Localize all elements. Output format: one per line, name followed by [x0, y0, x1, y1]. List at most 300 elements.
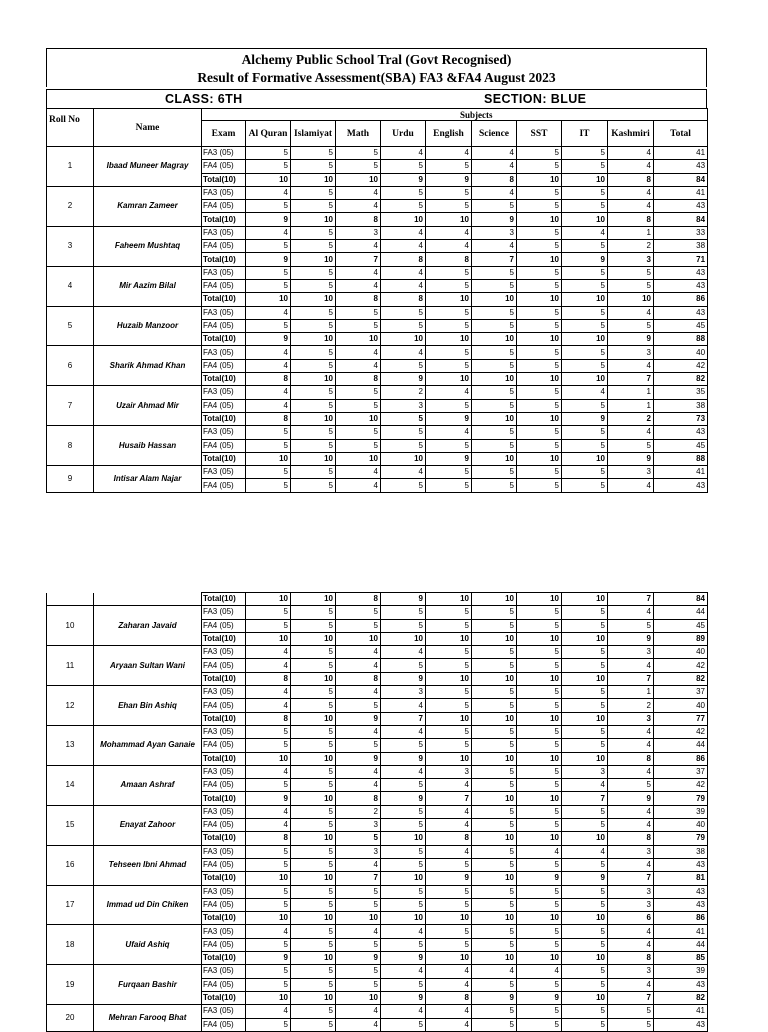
score-cell: 5 — [246, 426, 291, 439]
score-cell: 5 — [472, 439, 517, 452]
score-cell: 4 — [246, 346, 291, 359]
score-cell: 5 — [246, 965, 291, 978]
exam-label: FA4 (05) — [202, 439, 246, 452]
score-cell: 10 — [426, 293, 472, 306]
score-cell: 3 — [608, 646, 654, 659]
score-cell: 5 — [246, 725, 291, 738]
score-cell: 4 — [336, 765, 381, 778]
score-cell: 5 — [517, 479, 562, 492]
score-cell: 4 — [336, 646, 381, 659]
score-cell: 8 — [246, 373, 291, 386]
score-cell: 4 — [562, 386, 608, 399]
exam-label: FA4 (05) — [202, 819, 246, 832]
subjects-header: Subjects — [246, 109, 708, 121]
score-cell: 5 — [562, 858, 608, 871]
score-cell: 3 — [562, 765, 608, 778]
score-cell: 5 — [336, 898, 381, 911]
score-cell: 86 — [654, 752, 708, 765]
score-cell: 7 — [336, 253, 381, 266]
score-cell: 4 — [336, 279, 381, 292]
score-cell: 43 — [654, 426, 708, 439]
score-cell: 10 — [517, 672, 562, 685]
score-cell: 4 — [608, 200, 654, 213]
exam-label: Total(10) — [202, 373, 246, 386]
score-cell: 5 — [517, 1005, 562, 1018]
score-cell: 10 — [517, 373, 562, 386]
score-cell: 4 — [381, 147, 426, 160]
score-cell: 43 — [654, 885, 708, 898]
score-cell: 5 — [336, 319, 381, 332]
exam-label: FA3 (05) — [202, 1005, 246, 1018]
score-cell: 7 — [608, 872, 654, 885]
score-cell: 5 — [381, 439, 426, 452]
score-cell: 89 — [654, 632, 708, 645]
score-cell: 5 — [472, 646, 517, 659]
score-cell: 5 — [562, 200, 608, 213]
score-cell: 10 — [291, 412, 336, 425]
exam-label: Total(10) — [202, 912, 246, 925]
roll-number: 5 — [47, 306, 94, 346]
score-cell: 9 — [608, 333, 654, 346]
score-cell: 5 — [517, 898, 562, 911]
score-cell: 9 — [426, 452, 472, 465]
score-cell: 5 — [426, 479, 472, 492]
col-header-it: IT — [562, 121, 608, 147]
score-cell: 5 — [336, 832, 381, 845]
score-cell: 5 — [517, 819, 562, 832]
score-cell: 5 — [381, 319, 426, 332]
exam-label: Total(10) — [202, 173, 246, 186]
score-cell: 5 — [426, 279, 472, 292]
score-cell: 4 — [336, 186, 381, 199]
exam-label: FA4 (05) — [202, 699, 246, 712]
score-cell: 5 — [472, 845, 517, 858]
score-cell: 45 — [654, 439, 708, 452]
score-cell: 5 — [291, 606, 336, 619]
score-cell: 5 — [291, 659, 336, 672]
score-cell: 5 — [291, 346, 336, 359]
score-cell: 3 — [608, 965, 654, 978]
score-cell: 10 — [608, 293, 654, 306]
score-cell: 10 — [426, 952, 472, 965]
score-cell: 10 — [291, 632, 336, 645]
score-cell: 5 — [517, 186, 562, 199]
score-cell: 10 — [517, 173, 562, 186]
score-cell: 5 — [517, 686, 562, 699]
score-cell: 4 — [246, 646, 291, 659]
score-cell: 8 — [381, 253, 426, 266]
score-cell: 5 — [291, 845, 336, 858]
score-cell: 5 — [517, 160, 562, 173]
col-header-islamiyat: Islamiyat — [291, 121, 336, 147]
score-cell: 5 — [291, 898, 336, 911]
score-cell: 5 — [472, 319, 517, 332]
score-cell: 5 — [291, 266, 336, 279]
score-cell: 5 — [336, 399, 381, 412]
score-cell: 5 — [291, 819, 336, 832]
score-cell: 33 — [654, 226, 708, 239]
score-cell: 4 — [472, 240, 517, 253]
score-cell: 10 — [517, 832, 562, 845]
exam-label: Total(10) — [202, 253, 246, 266]
score-cell: 5 — [291, 739, 336, 752]
exam-label: FA4 (05) — [202, 619, 246, 632]
score-cell: 5 — [608, 619, 654, 632]
score-cell: 9 — [381, 991, 426, 1004]
score-cell: 38 — [654, 845, 708, 858]
score-cell: 79 — [654, 832, 708, 845]
score-cell: 5 — [426, 200, 472, 213]
score-cell: 4 — [608, 978, 654, 991]
score-cell: 88 — [654, 452, 708, 465]
score-cell: 5 — [291, 765, 336, 778]
score-cell: 10 — [472, 792, 517, 805]
roll-number: 16 — [47, 845, 94, 885]
score-cell: 10 — [291, 213, 336, 226]
score-cell: 3 — [608, 253, 654, 266]
score-cell: 5 — [517, 226, 562, 239]
student-name: Ehan Bin Ashiq — [94, 686, 202, 726]
score-cell: 10 — [336, 912, 381, 925]
score-cell: 4 — [608, 725, 654, 738]
score-cell: 8 — [381, 293, 426, 306]
exam-label: Total(10) — [202, 872, 246, 885]
student-name: Ibaad Muneer Magray — [94, 147, 202, 187]
col-header-science: Science — [472, 121, 517, 147]
exam-label: FA3 (05) — [202, 805, 246, 818]
score-cell: 8 — [608, 213, 654, 226]
results-table-continued — [46, 592, 708, 1032]
exam-label: FA4 (05) — [202, 200, 246, 213]
score-cell: 5 — [336, 439, 381, 452]
score-cell: 5 — [562, 725, 608, 738]
score-cell: 3 — [608, 346, 654, 359]
exam-label: FA3 (05) — [202, 226, 246, 239]
score-cell: 4 — [246, 686, 291, 699]
score-cell: 8 — [608, 952, 654, 965]
exam-label: FA3 (05) — [202, 885, 246, 898]
score-cell: 10 — [562, 712, 608, 725]
score-cell: 5 — [246, 779, 291, 792]
score-cell: 5 — [381, 779, 426, 792]
roll-number: 15 — [47, 805, 94, 845]
score-cell: 5 — [472, 606, 517, 619]
score-cell: 10 — [381, 632, 426, 645]
score-cell: 5 — [517, 646, 562, 659]
score-cell: 5 — [472, 306, 517, 319]
score-cell: 5 — [426, 725, 472, 738]
score-cell: 10 — [246, 452, 291, 465]
score-cell: 4 — [608, 858, 654, 871]
score-cell: 5 — [472, 346, 517, 359]
score-cell: 5 — [562, 938, 608, 951]
score-cell: 79 — [654, 792, 708, 805]
score-cell: 7 — [562, 792, 608, 805]
score-cell: 10 — [291, 912, 336, 925]
student-name: Ufaid Ashiq — [94, 925, 202, 965]
score-cell: 44 — [654, 938, 708, 951]
score-cell: 5 — [517, 399, 562, 412]
score-cell: 8 — [336, 213, 381, 226]
score-cell: 10 — [336, 412, 381, 425]
score-cell: 10 — [381, 452, 426, 465]
score-cell: 10 — [562, 632, 608, 645]
score-cell: 4 — [381, 925, 426, 938]
score-cell: 35 — [654, 386, 708, 399]
score-cell: 4 — [608, 186, 654, 199]
exam-label: FA4 (05) — [202, 319, 246, 332]
score-cell: 5 — [246, 898, 291, 911]
score-cell: 5 — [472, 898, 517, 911]
score-cell: 9 — [608, 792, 654, 805]
score-cell: 7 — [472, 253, 517, 266]
table-row — [47, 646, 708, 659]
score-cell: 5 — [562, 466, 608, 479]
score-cell: 4 — [472, 147, 517, 160]
score-cell: 10 — [562, 672, 608, 685]
score-cell: 5 — [426, 466, 472, 479]
score-cell: 84 — [654, 593, 708, 606]
score-cell: 5 — [381, 426, 426, 439]
student-name: Intisar Alam Najar — [94, 466, 202, 493]
score-cell: 8 — [246, 672, 291, 685]
score-cell: 10 — [246, 752, 291, 765]
score-cell: 4 — [426, 845, 472, 858]
score-cell: 9 — [608, 452, 654, 465]
score-cell: 10 — [291, 593, 336, 606]
score-cell: 5 — [517, 938, 562, 951]
col-header-math: Math — [336, 121, 381, 147]
score-cell: 10 — [472, 912, 517, 925]
score-cell: 10 — [246, 912, 291, 925]
score-cell: 10 — [517, 952, 562, 965]
score-cell: 5 — [336, 965, 381, 978]
exam-label: Total(10) — [202, 452, 246, 465]
score-cell: 5 — [246, 1018, 291, 1031]
score-cell: 5 — [291, 399, 336, 412]
student-name: Kamran Zameer — [94, 186, 202, 226]
roll-number: 8 — [47, 426, 94, 466]
col-header-kashmiri: Kashmiri — [608, 121, 654, 147]
score-cell: 2 — [336, 805, 381, 818]
score-cell: 5 — [562, 805, 608, 818]
score-cell: 5 — [562, 885, 608, 898]
score-cell: 5 — [517, 240, 562, 253]
score-cell: 4 — [517, 965, 562, 978]
score-cell: 9 — [472, 991, 517, 1004]
score-cell: 4 — [381, 466, 426, 479]
score-cell: 1 — [608, 399, 654, 412]
score-cell: 45 — [654, 319, 708, 332]
score-cell: 5 — [291, 186, 336, 199]
student-name: Husaib Hassan — [94, 426, 202, 466]
score-cell: 2 — [381, 386, 426, 399]
score-cell: 5 — [291, 646, 336, 659]
score-cell: 42 — [654, 779, 708, 792]
exam-label: FA4 (05) — [202, 359, 246, 372]
score-cell: 5 — [291, 925, 336, 938]
score-cell: 5 — [381, 978, 426, 991]
score-cell: 5 — [562, 266, 608, 279]
score-cell: 5 — [562, 306, 608, 319]
score-cell: 4 — [381, 1005, 426, 1018]
score-cell: 5 — [562, 1005, 608, 1018]
student-name: Amaan Ashraf — [94, 765, 202, 805]
score-cell: 9 — [381, 373, 426, 386]
score-cell: 6 — [608, 912, 654, 925]
score-cell: 10 — [472, 952, 517, 965]
table-row — [47, 226, 708, 239]
score-cell: 82 — [654, 373, 708, 386]
table-row — [47, 306, 708, 319]
col-header-english: English — [426, 121, 472, 147]
score-cell: 8 — [608, 173, 654, 186]
score-cell: 5 — [291, 965, 336, 978]
exam-label: Total(10) — [202, 632, 246, 645]
score-cell: 5 — [246, 160, 291, 173]
score-cell: 9 — [517, 991, 562, 1004]
roll-number: 3 — [47, 226, 94, 266]
score-cell: 42 — [654, 659, 708, 672]
score-cell: 10 — [472, 752, 517, 765]
exam-label: FA4 (05) — [202, 978, 246, 991]
score-cell: 4 — [336, 240, 381, 253]
score-cell: 5 — [608, 779, 654, 792]
score-cell: 4 — [381, 699, 426, 712]
exam-label: FA3 (05) — [202, 646, 246, 659]
score-cell: 4 — [562, 226, 608, 239]
score-cell: 10 — [291, 173, 336, 186]
score-cell: 3 — [608, 898, 654, 911]
exam-label: FA3 (05) — [202, 466, 246, 479]
score-cell: 4 — [472, 186, 517, 199]
score-cell: 5 — [426, 346, 472, 359]
roll-number: 1 — [47, 147, 94, 187]
col-header-total: Total — [654, 121, 708, 147]
score-cell: 10 — [246, 293, 291, 306]
score-cell: 3 — [426, 765, 472, 778]
score-cell: 5 — [291, 938, 336, 951]
score-cell: 84 — [654, 213, 708, 226]
score-cell: 10 — [517, 333, 562, 346]
roll-number: 2 — [47, 186, 94, 226]
score-cell: 42 — [654, 359, 708, 372]
score-cell: 3 — [381, 399, 426, 412]
score-cell: 10 — [517, 253, 562, 266]
exam-label: FA3 (05) — [202, 725, 246, 738]
score-cell: 9 — [381, 593, 426, 606]
score-cell: 10 — [562, 991, 608, 1004]
score-cell: 4 — [426, 1018, 472, 1031]
score-cell: 9 — [381, 952, 426, 965]
score-cell: 10 — [426, 712, 472, 725]
table-row — [47, 686, 708, 699]
score-cell: 10 — [291, 293, 336, 306]
score-cell: 10 — [336, 632, 381, 645]
score-cell: 4 — [336, 479, 381, 492]
score-cell: 5 — [336, 978, 381, 991]
score-cell: 5 — [472, 426, 517, 439]
score-cell: 44 — [654, 606, 708, 619]
student-name: Uzair Ahmad Mir — [94, 386, 202, 426]
score-cell: 5 — [291, 439, 336, 452]
score-cell: 4 — [246, 399, 291, 412]
score-cell: 4 — [426, 240, 472, 253]
score-cell: 8 — [336, 593, 381, 606]
score-cell: 10 — [517, 452, 562, 465]
sheet-header — [46, 48, 707, 87]
score-cell: 43 — [654, 200, 708, 213]
score-cell: 5 — [517, 885, 562, 898]
score-cell: 86 — [654, 293, 708, 306]
score-cell: 5 — [517, 619, 562, 632]
score-cell: 8 — [246, 412, 291, 425]
subjects-spacer — [202, 109, 246, 121]
score-cell: 10 — [291, 832, 336, 845]
score-cell: 5 — [426, 266, 472, 279]
score-cell: 9 — [246, 253, 291, 266]
score-cell: 4 — [246, 186, 291, 199]
score-cell: 73 — [654, 412, 708, 425]
score-cell: 10 — [336, 452, 381, 465]
score-cell: 1 — [608, 686, 654, 699]
score-cell: 7 — [336, 872, 381, 885]
roll-no-header: Roll No — [47, 109, 94, 147]
score-cell: 3 — [472, 226, 517, 239]
score-cell: 5 — [246, 200, 291, 213]
score-cell: 5 — [336, 426, 381, 439]
roll-number: 12 — [47, 686, 94, 726]
score-cell: 4 — [336, 925, 381, 938]
score-cell: 10 — [291, 991, 336, 1004]
score-cell: 10 — [291, 872, 336, 885]
student-name: Enayat Zahoor — [94, 805, 202, 845]
score-cell: 5 — [426, 739, 472, 752]
score-cell: 5 — [472, 739, 517, 752]
score-cell: 9 — [246, 333, 291, 346]
score-cell: 4 — [426, 805, 472, 818]
student-name: Mehran Farooq Bhat — [94, 1005, 202, 1032]
score-cell: 8 — [246, 832, 291, 845]
score-cell: 5 — [336, 885, 381, 898]
score-cell: 9 — [562, 412, 608, 425]
score-cell: 5 — [562, 439, 608, 452]
score-cell: 10 — [517, 792, 562, 805]
score-cell: 8 — [426, 832, 472, 845]
score-cell: 4 — [608, 160, 654, 173]
score-cell: 81 — [654, 872, 708, 885]
score-cell: 5 — [562, 240, 608, 253]
score-cell: 4 — [608, 805, 654, 818]
score-cell: 5 — [562, 978, 608, 991]
score-cell: 5 — [608, 1005, 654, 1018]
score-cell: 5 — [246, 978, 291, 991]
student-name: Sharik Ahmad Khan — [94, 346, 202, 386]
exam-label: FA4 (05) — [202, 399, 246, 412]
score-cell: 5 — [562, 399, 608, 412]
score-cell: 4 — [562, 779, 608, 792]
score-cell: 4 — [336, 1005, 381, 1018]
score-cell: 5 — [562, 606, 608, 619]
score-cell: 5 — [381, 1018, 426, 1031]
score-cell: 5 — [472, 1018, 517, 1031]
score-cell: 5 — [517, 346, 562, 359]
exam-label: FA3 (05) — [202, 386, 246, 399]
score-cell: 5 — [381, 885, 426, 898]
score-cell: 5 — [472, 765, 517, 778]
table-row — [47, 346, 708, 359]
score-cell: 5 — [472, 659, 517, 672]
